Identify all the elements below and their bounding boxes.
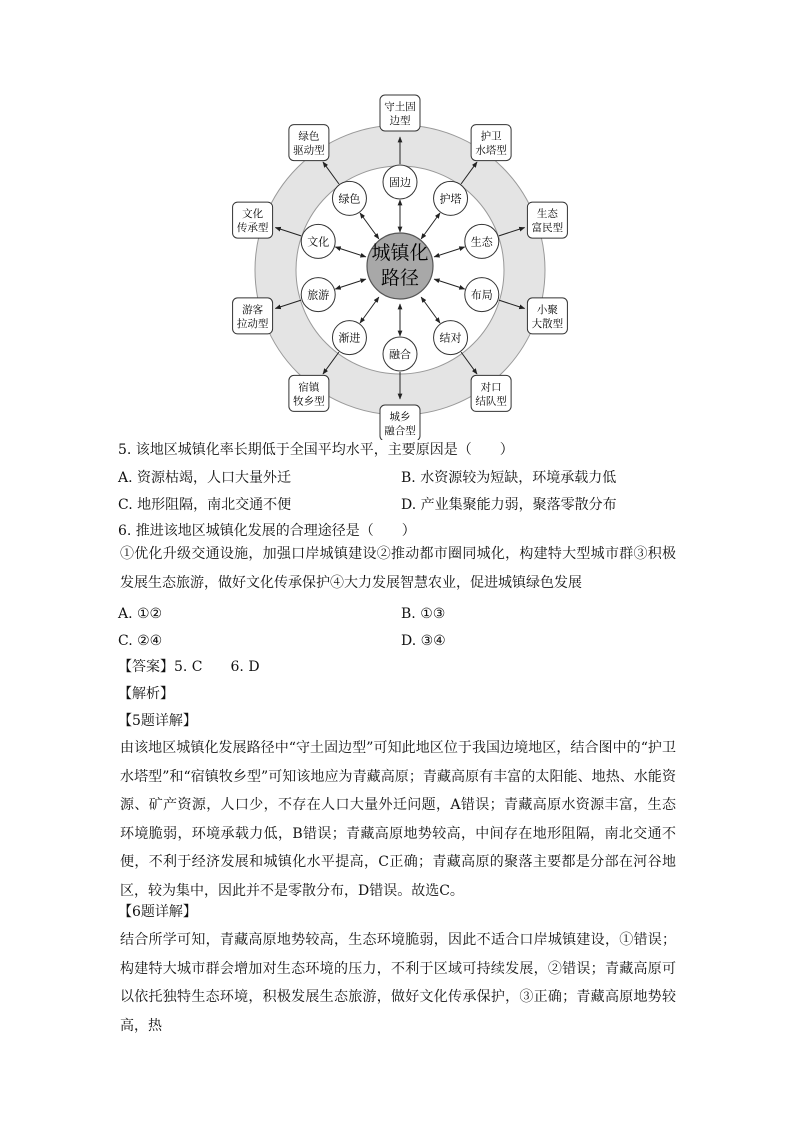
outer-box-label: 守土固	[384, 101, 416, 113]
q5-stem: 5. 该地区城镇化率长期低于全国平均水平，主要原因是（ ）	[118, 442, 514, 458]
outer-box-label: 传承型	[236, 222, 269, 235]
outer-box-label: 牧乡型	[293, 395, 325, 408]
q5-option-c: C. 地形阻隔，南北交通不便	[118, 497, 292, 513]
q6-option-b: B. ①③	[401, 606, 446, 622]
q5-detail-label: 【5题详解】	[118, 713, 197, 729]
outer-box-label: 城乡	[389, 411, 411, 423]
outer-box-label: 宿镇	[298, 381, 320, 394]
center-label-line2: 路径	[380, 267, 420, 289]
outer-box-label: 融合型	[384, 425, 416, 437]
answer-line: 【答案】5. C 6. D	[118, 659, 260, 675]
q6-detail: 结合所学可知，青藏高原地势较高，生态环境脆弱，因此不适合口岸城镇建设，①错误；构建特大城市群会增加对生态环境的压力，不利于区域可持续发展，②错误；青藏高原可以依托独特生态环境，积极发展生态旅游，做好文化传承保护，③正确；青藏高原地势较高，热	[120, 932, 676, 1034]
outer-box-label: 护卫	[480, 130, 502, 143]
outer-box-label: 拉动型	[236, 317, 269, 330]
inner-node-label: 固边	[389, 176, 411, 189]
outer-box-label: 小聚	[536, 303, 558, 316]
q6-detail-label: 【6题详解】	[118, 904, 197, 920]
outer-box-label: 驱动型	[293, 144, 325, 157]
outer-box-label: 绿色	[298, 130, 320, 143]
urbanization-path-diagram	[0, 0, 794, 440]
outer-box-label: 生态	[536, 208, 558, 221]
inner-node-label: 布局	[470, 288, 493, 302]
q6-option-a: A. ①②	[118, 606, 163, 622]
q5-option-b: B. 水资源较为短缺，环境承载力低	[401, 470, 617, 486]
inner-node-label: 旅游	[307, 288, 330, 302]
center-label-line1: 城镇化	[371, 242, 429, 264]
q6-option-d: D. ③④	[401, 633, 446, 649]
analysis-label: 【解析】	[118, 686, 174, 702]
q6-body: ①优化升级交通设施，加强口岸城镇建设②推动都市圈同城化，构建特大型城市群③积极发展生态旅游，做好文化传承保护④大力发展智慧农业，促进城镇绿色发展	[120, 546, 676, 591]
inner-node-label: 结对	[439, 331, 462, 345]
q6-stem: 6. 推进该地区城镇化发展的合理途径是（ ）	[118, 523, 416, 539]
q5-option-a: A. 资源枯竭，人口大量外迁	[118, 470, 292, 486]
q5-option-d: D. 产业集聚能力弱，聚落零散分布	[401, 497, 617, 513]
q6-option-c: C. ②④	[118, 633, 163, 649]
outer-box-label: 富民型	[531, 222, 564, 235]
q5-detail: 由该地区城镇化发展路径中“守土固边型”可知此地区位于我国边境地区，结合图中的“护卫水塔型”和“宿镇牧乡型”可知该地应为青藏高原；青藏高原有丰富的太阳能、地热、水能资源、矿产资源，人口少，不存在人口大量外迁问题，A错误；青藏高原水资源丰富，生态环境脆弱，环境承载力低，B错误；青藏高原地势较高，中间存在地形阻隔，南北交通不便，不利于经济发展和城镇化水平提高，C正确；青藏高原的聚落主要都是分部在河谷地区，较为集中，因此并不是零散分布，D错误。故选C。	[120, 740, 676, 899]
outer-box-label: 水塔型	[475, 144, 507, 157]
outer-box-label: 边型	[389, 115, 411, 127]
outer-box-label: 文化	[242, 208, 264, 221]
inner-node-label: 护塔	[439, 192, 462, 206]
outer-box-label: 对口	[480, 381, 502, 394]
inner-node-label: 融合	[389, 348, 411, 361]
inner-node-label: 生态	[470, 235, 493, 249]
outer-box-label: 结队型	[475, 395, 507, 408]
inner-node-label: 绿色	[338, 192, 361, 206]
inner-node-label: 文化	[307, 235, 330, 249]
inner-node-label: 渐进	[338, 331, 361, 345]
outer-box-label: 游客	[242, 303, 264, 316]
outer-box-label: 大散型	[531, 317, 564, 330]
